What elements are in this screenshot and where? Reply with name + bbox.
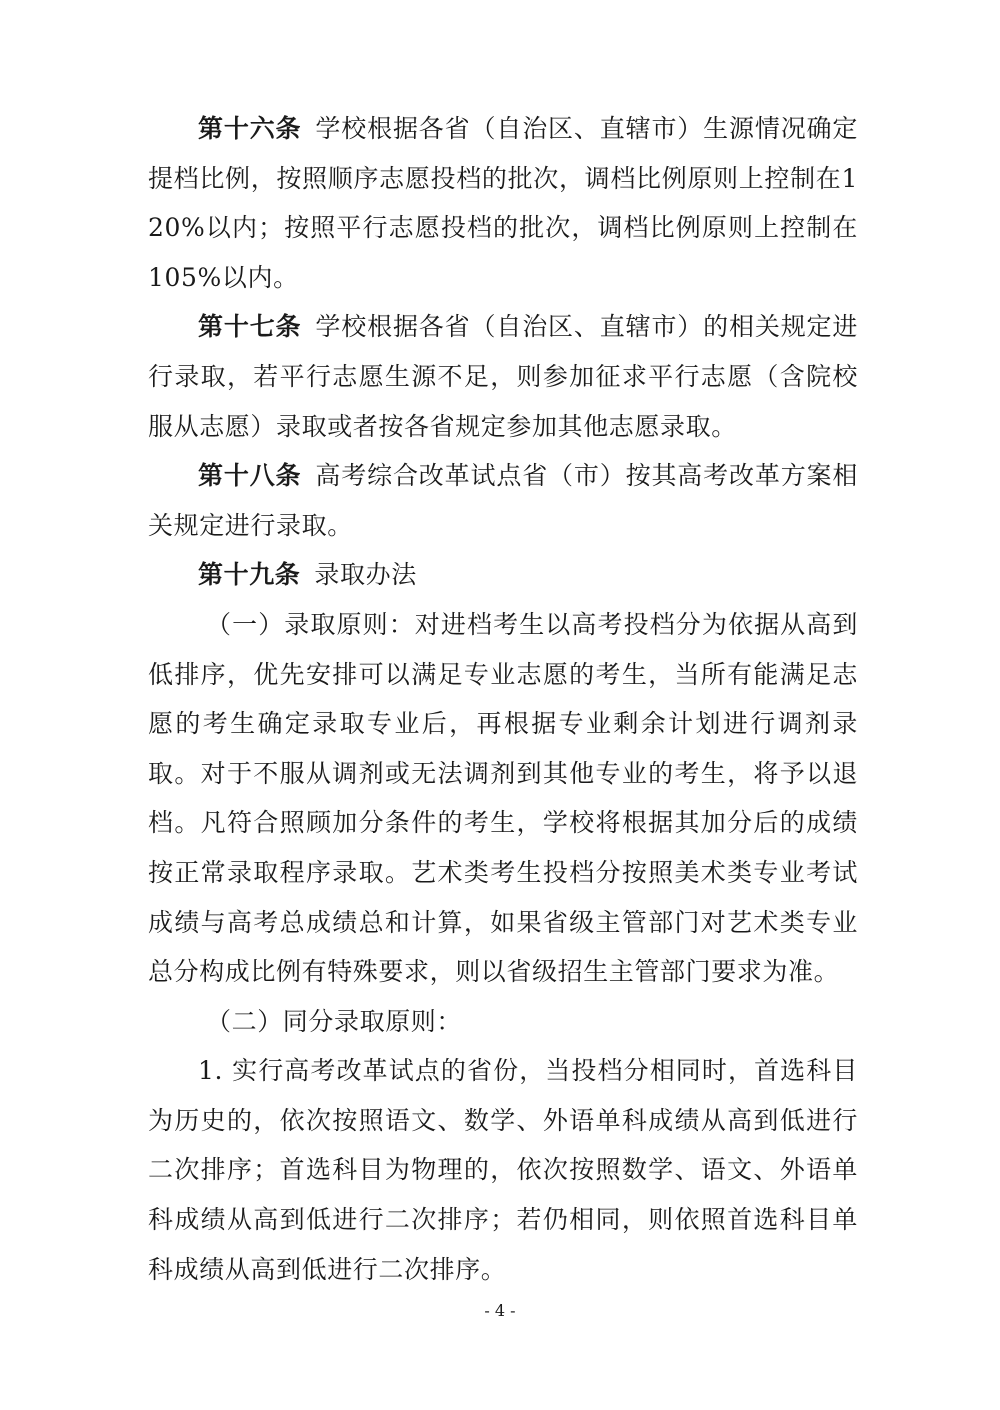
article-text: 高考综合改革试点省（市）按其高考改革方案相关规定进行录取。: [148, 461, 858, 540]
clause-text: 1. 实行高考改革试点的省份，当投档分相同时，首选科目为历史的，依次按照语文、数学、外语单科成绩从高到低进行二次排序；首选科目为物理的，依次按照数学、语文、外语单科成绩从高到低进行二次排序；若仍相同，则依照首选科目单科成绩从高到低进行二次排序。: [148, 1056, 858, 1284]
article-heading: 第十九条: [198, 560, 301, 590]
clause-text: （一）录取原则：对进档考生以高考投档分为依据从高到低排序，优先安排可以满足专业志愿的考生，当所有能满足志愿的考生确定录取专业后，再根据专业剩余计划进行调剂录取。对于不服从调剂或无法调剂到其他专业的考生，将予以退档。凡符合照顾加分条件的考生，学校将根据其加分后的成绩按正常录取程序录取。艺术类考生投档分按照美术类专业考试成绩与高考总成绩总和计算，如果省级主管部门对艺术类专业总分构成比例有特殊要求，则以省级招生主管部门要求为准。: [148, 609, 858, 987]
article-text: 学校根据各省（自治区、直辖市）的相关规定进行录取，若平行志愿生源不足，则参加征求平行志愿（含院校服从志愿）录取或者按各省规定参加其他志愿录取。: [148, 312, 858, 441]
article-heading: 第十七条: [198, 312, 302, 342]
article-19: [148, 550, 858, 600]
article-16: [148, 104, 858, 302]
article-text: 录取办法: [314, 560, 417, 590]
clause-text: （二）同分录取原则：: [206, 1006, 463, 1036]
article-17: [148, 302, 858, 451]
clause-item-1: [148, 1046, 858, 1294]
clause-tie-principle: [148, 997, 858, 1047]
article-heading: 第十六条: [198, 114, 302, 143]
document-body: [148, 104, 858, 1294]
clause-admission-principle: [148, 600, 858, 997]
article-18: [148, 451, 858, 550]
page-number: - 4 -: [484, 1301, 516, 1320]
article-heading: 第十八条: [198, 461, 302, 491]
article-text: 学校根据各省（自治区、直辖市）生源情况确定提档比例，按照顺序志愿投档的批次，调档比例原则上控制在120%以内；按照平行志愿投档的批次，调档比例原则上控制在105%以内。: [148, 114, 858, 292]
